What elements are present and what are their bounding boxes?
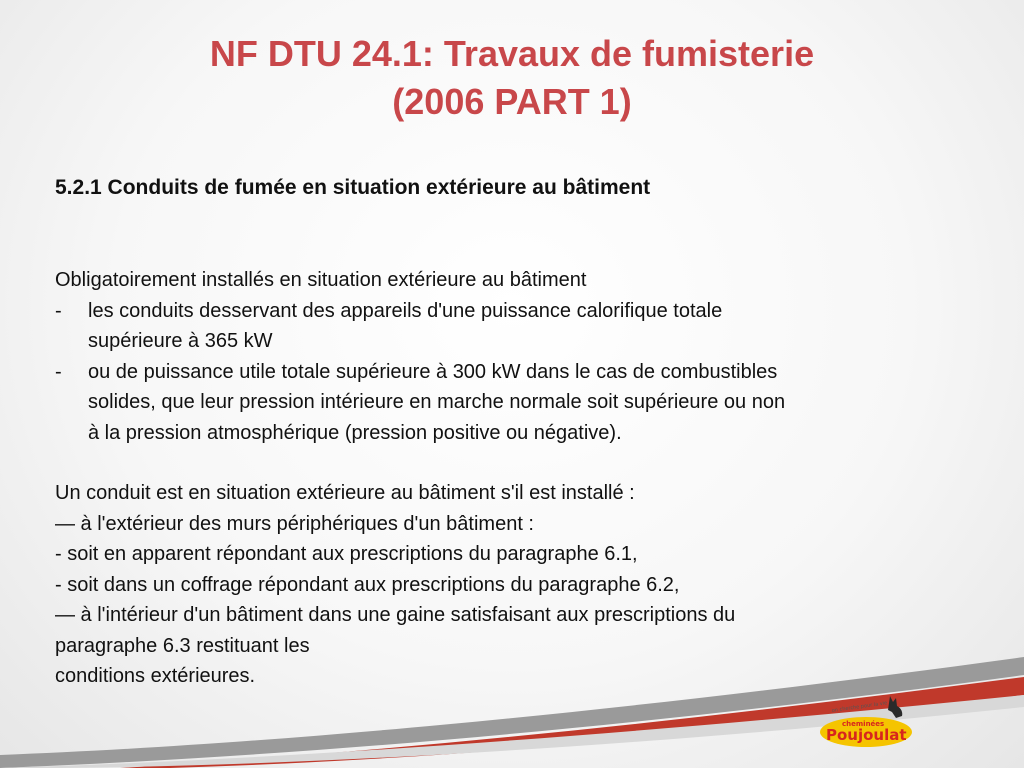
bullet-line: les conduits desservant des appareils d'une puissance calorifique totale xyxy=(88,299,723,322)
logo-tagline: on cherche pour la vie xyxy=(831,700,888,714)
logo-top-text: cheminées xyxy=(842,720,885,728)
bullet-line: solides, que leur pression intérieure en marche normale soit supérieure ou non xyxy=(88,391,786,413)
slide-title xyxy=(0,30,1024,126)
paragraph-line: paragraphe 6.3 restituant les xyxy=(55,634,310,657)
paragraph-line: - soit dans un coffrage répondant aux prescriptions du paragraphe 6.2, xyxy=(55,573,680,596)
section-heading: 5.2.1 Conduits de fumée en situation extérieure au bâtiment xyxy=(55,176,651,199)
bullet-marker: - xyxy=(55,360,62,383)
bullet-line: ou de puissance utile totale supérieure à 300 kW dans le cas de combustibles xyxy=(88,360,778,383)
body-text xyxy=(55,265,985,692)
bullet-text xyxy=(88,296,985,357)
bullet-line: supérieure à 365 kW xyxy=(88,330,273,352)
paragraph-line: Un conduit est en situation extérieure au bâtiment s'il est installé : xyxy=(55,482,635,504)
poujoulat-logo xyxy=(816,694,916,752)
cat-icon xyxy=(888,696,902,718)
bullet-marker: - xyxy=(55,299,62,322)
intro-line: Obligatoirement installés en situation extérieure au bâtiment xyxy=(55,269,587,291)
bullet-line: à la pression atmosphérique (pression positive ou négative). xyxy=(88,421,622,444)
logo-brand: Poujoulat xyxy=(826,726,907,744)
bullet-item xyxy=(55,296,985,357)
bullet-text xyxy=(88,357,985,449)
slide-title-line-2: (2006 PART 1) xyxy=(392,81,632,122)
paragraph-line: — à l'extérieur des murs périphériques d'un bâtiment : xyxy=(55,512,534,535)
paragraph-line: — à l'intérieur d'un bâtiment dans une gaine satisfaisant aux prescriptions du xyxy=(55,604,736,626)
paragraph-line: conditions extérieures. xyxy=(55,665,256,687)
paragraph-line: - soit en apparent répondant aux prescriptions du paragraphe 6.1, xyxy=(55,543,638,565)
bullet-item xyxy=(55,357,985,449)
slide-title-line-1: NF DTU 24.1: Travaux de fumisterie xyxy=(209,33,815,74)
paragraph-gap xyxy=(55,448,985,478)
